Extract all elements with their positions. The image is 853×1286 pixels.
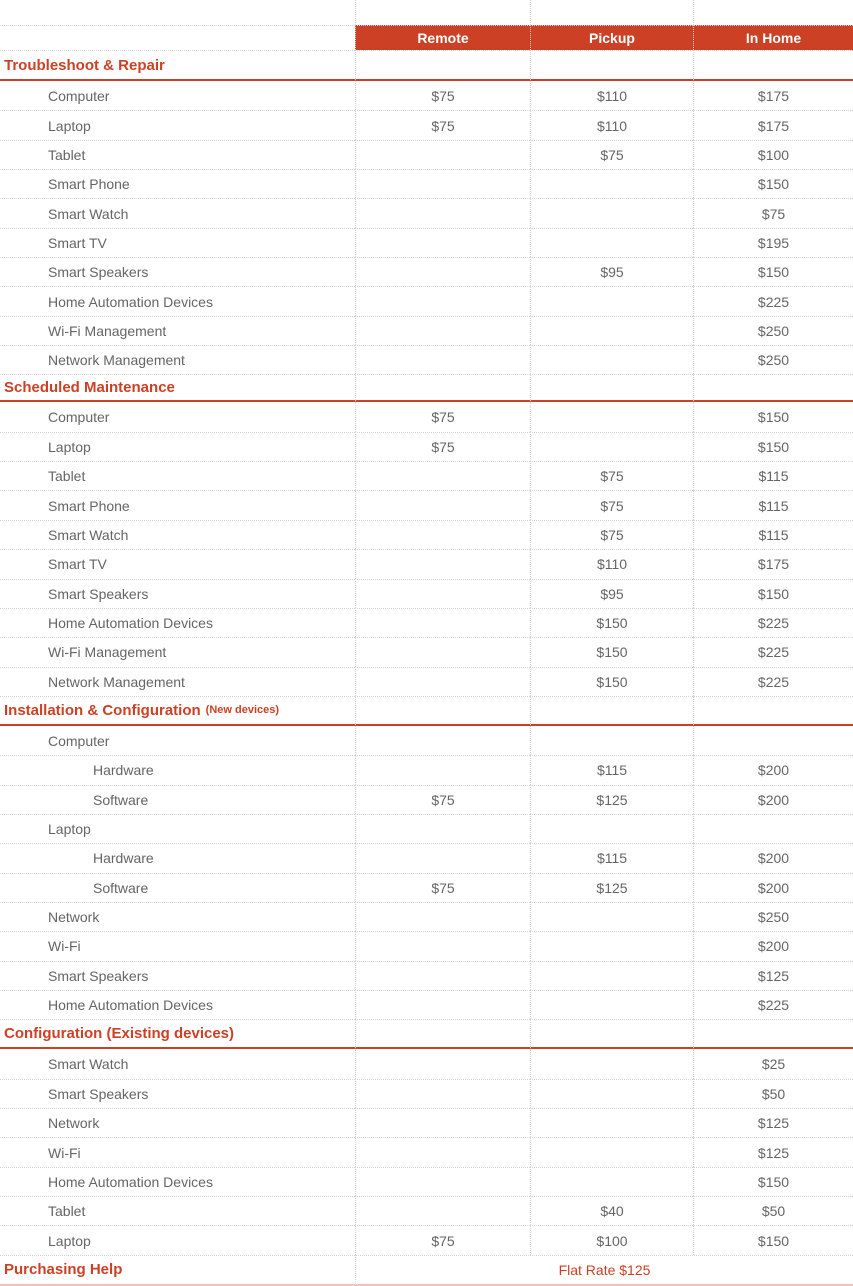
price-remote	[355, 902, 530, 931]
price-remote	[355, 1167, 530, 1196]
price-in-home: $225	[693, 667, 853, 696]
price-in-home: $115	[693, 520, 853, 549]
price-in-home: $150	[693, 1225, 853, 1254]
price-remote	[355, 579, 530, 608]
price-pickup: $75	[530, 461, 693, 490]
spacer-cell	[530, 0, 693, 25]
price-in-home: $115	[693, 490, 853, 519]
table-row	[0, 990, 853, 1019]
price-in-home: $250	[693, 345, 853, 374]
footer-title: Purchasing Help	[0, 1255, 355, 1286]
price-pickup	[530, 228, 693, 257]
table-row	[0, 931, 853, 960]
price-remote	[355, 140, 530, 169]
section-empty-cell	[530, 696, 693, 726]
price-in-home: $200	[693, 843, 853, 872]
row-label: Hardware	[0, 755, 355, 784]
section-empty-cell	[355, 696, 530, 726]
price-in-home: $225	[693, 990, 853, 1019]
price-pickup	[530, 961, 693, 990]
price-pickup: $125	[530, 873, 693, 902]
price-pickup	[530, 1079, 693, 1108]
price-remote	[355, 198, 530, 227]
row-label: Network Management	[0, 667, 355, 696]
table-row	[0, 873, 853, 902]
table-row	[0, 637, 853, 666]
table-row	[0, 1079, 853, 1108]
price-in-home: $175	[693, 549, 853, 578]
price-remote	[355, 843, 530, 872]
table-row	[0, 549, 853, 578]
price-remote	[355, 316, 530, 345]
price-in-home: $175	[693, 81, 853, 110]
price-in-home: $225	[693, 637, 853, 666]
table-row	[0, 667, 853, 696]
price-remote	[355, 814, 530, 843]
price-in-home: $200	[693, 755, 853, 784]
price-pickup: $115	[530, 843, 693, 872]
row-label: Software	[0, 785, 355, 814]
price-pickup	[530, 1108, 693, 1137]
section-header-scheduled-maintenance	[0, 374, 853, 402]
price-pickup: $110	[530, 549, 693, 578]
price-remote: $75	[355, 402, 530, 431]
row-label: Network Management	[0, 345, 355, 374]
table-row	[0, 81, 853, 110]
price-in-home: $150	[693, 432, 853, 461]
column-header-in-home: In Home	[693, 25, 853, 50]
row-label: Tablet	[0, 1196, 355, 1225]
row-label: Computer	[48, 87, 110, 104]
spacer-cell	[355, 0, 530, 25]
table-row	[0, 1167, 853, 1196]
price-pickup: $95	[530, 579, 693, 608]
row-label: Home Automation Devices	[0, 608, 355, 637]
table-row	[0, 316, 853, 345]
price-pickup	[530, 726, 693, 755]
price-pickup: $75	[530, 490, 693, 519]
price-pickup: $110	[530, 110, 693, 139]
row-label: Smart Watch	[48, 1055, 129, 1072]
table-row	[0, 257, 853, 286]
section-empty-cell	[355, 1019, 530, 1049]
spacer-cell	[693, 0, 853, 25]
section-empty-cell	[693, 1019, 853, 1049]
price-pickup	[530, 198, 693, 227]
table-row	[0, 520, 853, 549]
row-label: Smart Speakers	[0, 1079, 355, 1108]
price-remote	[355, 961, 530, 990]
section-empty-cell	[693, 374, 853, 402]
table-row	[0, 1137, 853, 1166]
spacer-cell	[0, 0, 355, 25]
spacer-row	[0, 0, 853, 25]
price-in-home: $200	[693, 931, 853, 960]
table-row	[0, 785, 853, 814]
table-row	[0, 432, 853, 461]
price-in-home: $100	[693, 140, 853, 169]
column-header-pickup: Pickup	[530, 25, 693, 50]
column-header-row	[0, 25, 853, 50]
price-pickup: $40	[530, 1196, 693, 1225]
price-remote	[355, 286, 530, 315]
price-in-home	[693, 726, 853, 755]
price-in-home: $150	[693, 257, 853, 286]
price-in-home: $25	[693, 1049, 853, 1078]
price-in-home: $195	[693, 228, 853, 257]
section-title: Troubleshoot & Repair	[0, 50, 355, 81]
price-pickup: $95	[530, 257, 693, 286]
row-label: Smart Speakers	[0, 961, 355, 990]
price-pickup	[530, 169, 693, 198]
row-label: Smart Phone	[0, 169, 355, 198]
row-label: Home Automation Devices	[0, 1167, 355, 1196]
row-label: Hardware	[0, 843, 355, 872]
section-title-suffix: (New devices)	[205, 704, 280, 717]
row-label: Smart TV	[0, 549, 355, 578]
price-remote: $75	[355, 432, 530, 461]
table-row	[0, 198, 853, 227]
row-label: Network	[0, 902, 355, 931]
price-in-home: $250	[693, 902, 853, 931]
price-pickup: $100	[530, 1225, 693, 1254]
row-label: Wi-Fi Management	[0, 316, 355, 345]
price-remote: $75	[355, 873, 530, 902]
price-in-home: $50	[693, 1196, 853, 1225]
price-remote	[355, 608, 530, 637]
price-in-home: $225	[693, 608, 853, 637]
price-in-home: $50	[693, 1079, 853, 1108]
row-label: Tablet	[0, 140, 355, 169]
section-empty-cell	[693, 50, 853, 81]
price-in-home: $125	[693, 1137, 853, 1166]
price-remote	[355, 520, 530, 549]
header-empty-cell	[0, 25, 355, 50]
section-header-troubleshoot-repair	[0, 50, 853, 81]
price-remote	[355, 1196, 530, 1225]
table-row	[0, 1108, 853, 1137]
price-remote: $75	[355, 110, 530, 139]
price-pickup	[530, 902, 693, 931]
price-remote	[355, 990, 530, 1019]
price-remote	[355, 755, 530, 784]
section-title-text: Installation & Configuration	[4, 701, 201, 719]
price-remote	[355, 257, 530, 286]
price-pickup	[530, 1049, 693, 1078]
row-label: Smart Watch	[0, 198, 355, 227]
price-remote: $75	[355, 81, 530, 110]
price-remote	[355, 637, 530, 666]
price-pickup: $150	[530, 667, 693, 696]
table-row	[0, 140, 853, 169]
price-in-home: $75	[693, 198, 853, 227]
price-remote	[355, 345, 530, 374]
row-label: Smart TV	[0, 228, 355, 257]
price-in-home: $150	[693, 402, 853, 431]
section-title: Scheduled Maintenance	[0, 374, 355, 402]
price-remote	[355, 1108, 530, 1137]
price-pickup: $115	[530, 755, 693, 784]
footer-row-purchasing-help	[0, 1255, 853, 1286]
price-remote	[355, 1049, 530, 1078]
price-remote	[355, 667, 530, 696]
row-label: Wi-Fi	[0, 1137, 355, 1166]
row-label: Home Automation Devices	[0, 286, 355, 315]
price-in-home: $125	[693, 961, 853, 990]
price-in-home	[693, 814, 853, 843]
price-in-home: $200	[693, 873, 853, 902]
section-empty-cell	[530, 50, 693, 81]
row-label: Tablet	[0, 461, 355, 490]
price-in-home: $150	[693, 1167, 853, 1196]
table-row	[0, 345, 853, 374]
price-remote: $75	[355, 1225, 530, 1254]
row-label: Computer	[48, 732, 110, 749]
table-row	[0, 726, 853, 755]
price-remote	[355, 1079, 530, 1108]
table-row	[0, 402, 853, 431]
row-label: Laptop	[0, 432, 355, 461]
table-row	[0, 961, 853, 990]
price-in-home: $115	[693, 461, 853, 490]
row-label: Smart Watch	[0, 520, 355, 549]
table-row	[0, 461, 853, 490]
section-empty-cell	[530, 1019, 693, 1049]
row-label: Software	[0, 873, 355, 902]
table-row	[0, 490, 853, 519]
section-header-configuration-existing	[0, 1019, 853, 1049]
table-row	[0, 1196, 853, 1225]
table-row	[0, 228, 853, 257]
price-pickup: $150	[530, 637, 693, 666]
row-label: Smart Phone	[0, 490, 355, 519]
table-row	[0, 843, 853, 872]
price-in-home: $200	[693, 785, 853, 814]
price-pickup	[530, 345, 693, 374]
price-pickup	[530, 402, 693, 431]
price-pickup	[530, 1167, 693, 1196]
price-pickup	[530, 931, 693, 960]
row-label: Computer	[48, 409, 110, 426]
column-header-remote: Remote	[355, 25, 530, 50]
price-in-home: $225	[693, 286, 853, 315]
price-in-home: $175	[693, 110, 853, 139]
price-pickup: $125	[530, 785, 693, 814]
price-pickup	[530, 1137, 693, 1166]
table-row	[0, 902, 853, 931]
price-remote	[355, 726, 530, 755]
price-in-home: $250	[693, 316, 853, 345]
price-remote: $75	[355, 785, 530, 814]
table-row	[0, 1225, 853, 1254]
price-in-home: $150	[693, 579, 853, 608]
price-remote	[355, 549, 530, 578]
price-pickup	[530, 990, 693, 1019]
row-label: Smart Speakers	[0, 579, 355, 608]
section-empty-cell	[530, 374, 693, 402]
row-label: Wi-Fi	[0, 931, 355, 960]
section-empty-cell	[355, 50, 530, 81]
price-remote	[355, 461, 530, 490]
table-row	[0, 755, 853, 784]
table-row	[0, 608, 853, 637]
price-pickup: $75	[530, 140, 693, 169]
row-label: Laptop	[0, 1225, 355, 1254]
row-label: Home Automation Devices	[0, 990, 355, 1019]
row-label: Laptop	[0, 814, 355, 843]
price-remote	[355, 1137, 530, 1166]
price-in-home: $150	[693, 169, 853, 198]
price-pickup: $110	[530, 81, 693, 110]
footer-flat-rate: Flat Rate $125	[355, 1255, 853, 1286]
price-pickup	[530, 432, 693, 461]
table-row	[0, 579, 853, 608]
table-row	[0, 286, 853, 315]
table-row	[0, 814, 853, 843]
row-label: Network	[0, 1108, 355, 1137]
table-row	[0, 1049, 853, 1078]
table-row	[0, 169, 853, 198]
row-label: Laptop	[0, 110, 355, 139]
row-label: Smart Speakers	[0, 257, 355, 286]
price-remote	[355, 490, 530, 519]
price-pickup	[530, 286, 693, 315]
section-title	[0, 696, 355, 726]
row-label: Wi-Fi Management	[0, 637, 355, 666]
price-in-home: $125	[693, 1108, 853, 1137]
section-title: Configuration (Existing devices)	[0, 1019, 355, 1049]
price-pickup	[530, 316, 693, 345]
price-remote	[355, 169, 530, 198]
section-header-installation-configuration	[0, 696, 853, 726]
section-empty-cell	[693, 696, 853, 726]
table-row	[0, 110, 853, 139]
price-pickup: $75	[530, 520, 693, 549]
section-empty-cell	[355, 374, 530, 402]
price-pickup: $150	[530, 608, 693, 637]
price-pickup	[530, 814, 693, 843]
price-remote	[355, 228, 530, 257]
price-remote	[355, 931, 530, 960]
